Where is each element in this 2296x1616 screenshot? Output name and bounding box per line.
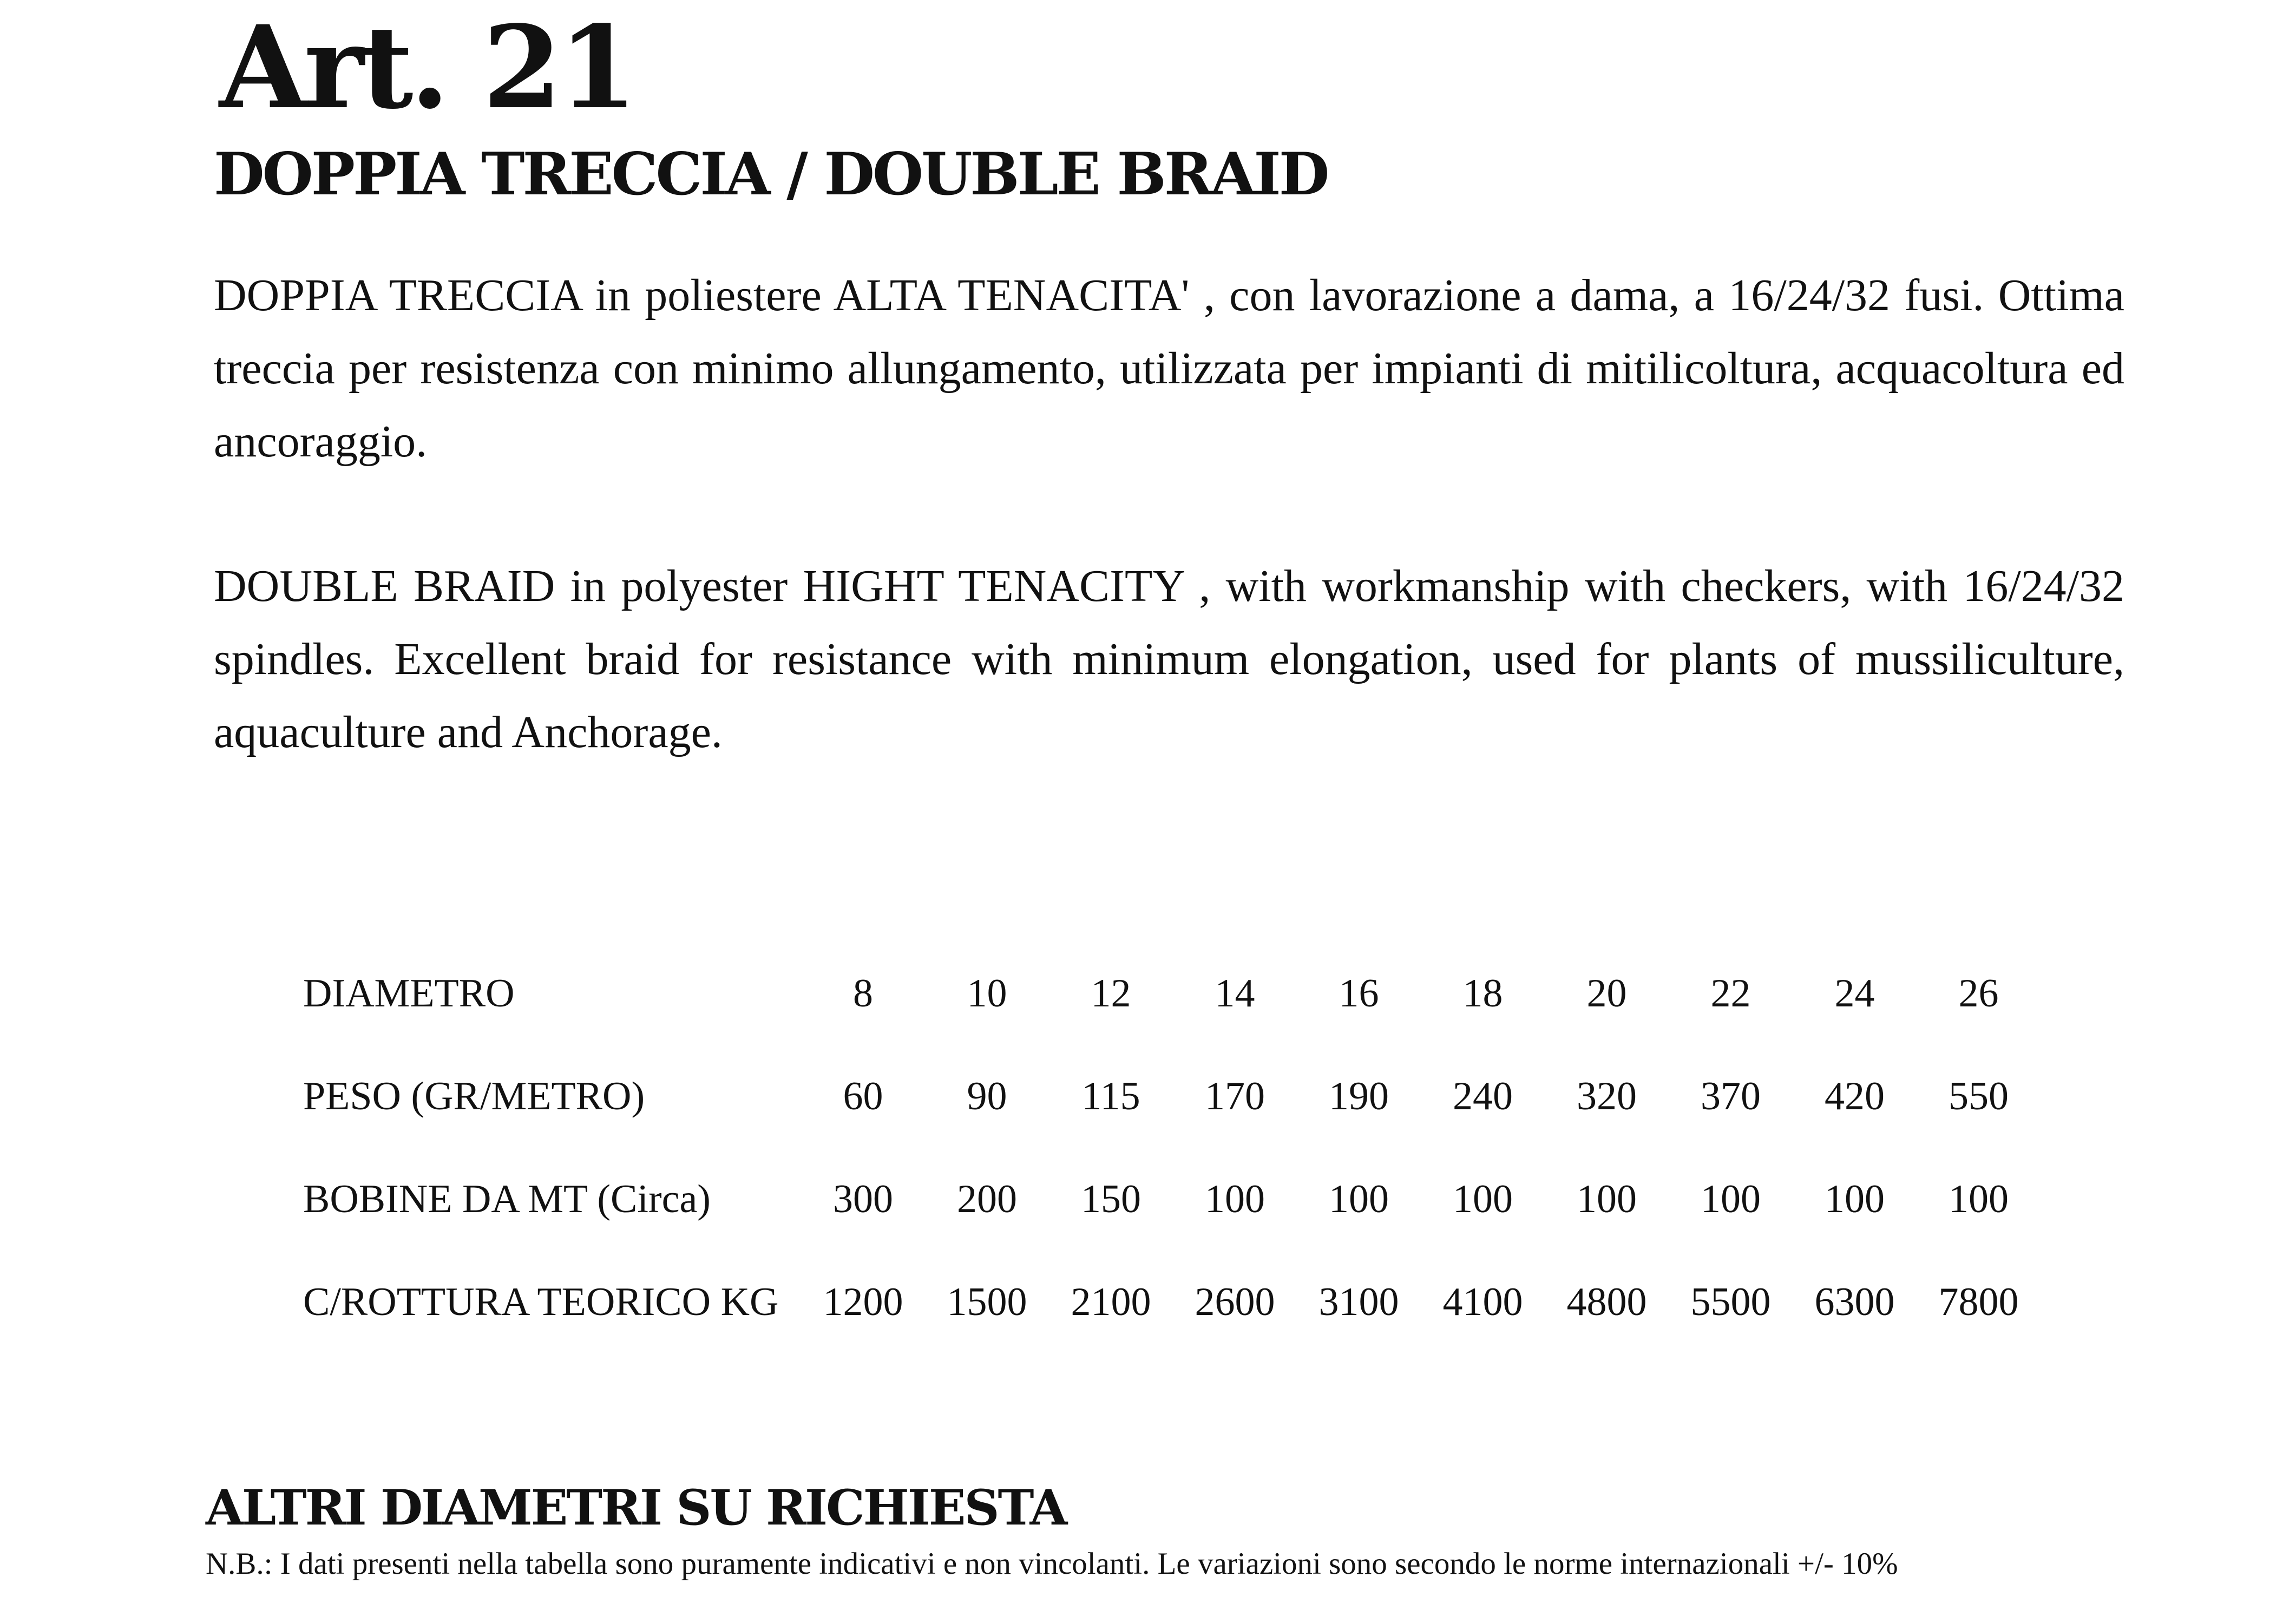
table-cell: 8 xyxy=(853,971,873,1016)
description-italian: DOPPIA TRECCIA in poliestere ALTA TENACITA' , con lavorazione a dama, a 16/24/32 fusi. Ottima treccia per resistenza con minimo allungamento, utilizzata per impianti di mitilicoltura, acquacoltura ed ancoraggio. xyxy=(214,270,2124,467)
table-cell: 14 xyxy=(1215,971,1255,1016)
table-cell: 370 xyxy=(1701,1074,1761,1118)
table-cell: 300 xyxy=(833,1176,893,1221)
table-cell: 20 xyxy=(1586,971,1627,1016)
table-cell: 170 xyxy=(1205,1074,1265,1118)
table-cell: 5500 xyxy=(1690,1279,1771,1324)
table-row xyxy=(303,1045,2041,1148)
table-cell: 26 xyxy=(1958,971,1999,1016)
table-cell: 3100 xyxy=(1318,1279,1399,1324)
table-cell: 22 xyxy=(1710,971,1751,1016)
table-cell: 100 xyxy=(1825,1176,1885,1221)
spec-table-body xyxy=(303,942,2041,1353)
table-cell: 4100 xyxy=(1442,1279,1523,1324)
table-cell: 10 xyxy=(967,971,1007,1016)
table-cell: 190 xyxy=(1329,1074,1389,1118)
table-cell: 90 xyxy=(967,1074,1007,1118)
table-cell: 2600 xyxy=(1195,1279,1275,1324)
table-cell: 100 xyxy=(1701,1176,1761,1221)
table-cell: 100 xyxy=(1453,1176,1513,1221)
table-cell: 1500 xyxy=(947,1279,1027,1324)
table-cell: 2100 xyxy=(1071,1279,1151,1324)
table-cell: 240 xyxy=(1453,1074,1513,1118)
table-cell: 100 xyxy=(1949,1176,2009,1221)
table-cell: 320 xyxy=(1577,1074,1637,1118)
description-english: DOUBLE BRAID in polyester HIGHT TENACITY , with workmanship with checkers, with 16/24/32 spindles. Excellent braid for resistance with minimum elongation, used for plants of mussiliculture, aquaculture and Anchorage. xyxy=(214,561,2124,757)
row-label: BOBINE DA MT (Circa) xyxy=(303,1176,711,1221)
table-row xyxy=(303,1148,2041,1251)
table-cell: 100 xyxy=(1329,1176,1389,1221)
table-cell: 24 xyxy=(1834,971,1875,1016)
table-cell: 60 xyxy=(843,1074,883,1118)
table-row xyxy=(303,942,2041,1045)
article-title: Art. 21 xyxy=(219,1,635,134)
table-cell: 420 xyxy=(1825,1074,1885,1118)
table-cell: 100 xyxy=(1205,1176,1265,1221)
table-cell: 200 xyxy=(957,1176,1017,1221)
table-cell: 115 xyxy=(1081,1074,1140,1118)
row-label: C/ROTTURA TEORICO KG xyxy=(303,1279,779,1324)
other-diameters-heading: ALTRI DIAMETRI SU RICHIESTA xyxy=(206,1479,1066,1536)
table-cell: 550 xyxy=(1949,1074,2009,1118)
table-cell: 16 xyxy=(1339,971,1379,1016)
spec-table xyxy=(303,942,2041,1353)
disclaimer-note: N.B.: I dati presenti nella tabella sono puramente indicativi e non vincolanti. Le variazioni sono secondo le norme internazionali +/- 10% xyxy=(206,1547,1898,1581)
table-cell: 18 xyxy=(1462,971,1503,1016)
table-cell: 100 xyxy=(1577,1176,1637,1221)
table-cell: 12 xyxy=(1091,971,1131,1016)
product-subtitle: DOPPIA TRECCIA / DOUBLE BRAID xyxy=(214,140,1328,208)
row-label: DIAMETRO xyxy=(303,971,515,1016)
table-cell: 150 xyxy=(1081,1176,1141,1221)
row-label: PESO (GR/METRO) xyxy=(303,1074,645,1118)
table-cell: 1200 xyxy=(823,1279,903,1324)
table-cell: 6300 xyxy=(1814,1279,1895,1324)
table-cell: 7800 xyxy=(1938,1279,2019,1324)
table-cell: 4800 xyxy=(1566,1279,1647,1324)
table-row xyxy=(303,1251,2041,1353)
